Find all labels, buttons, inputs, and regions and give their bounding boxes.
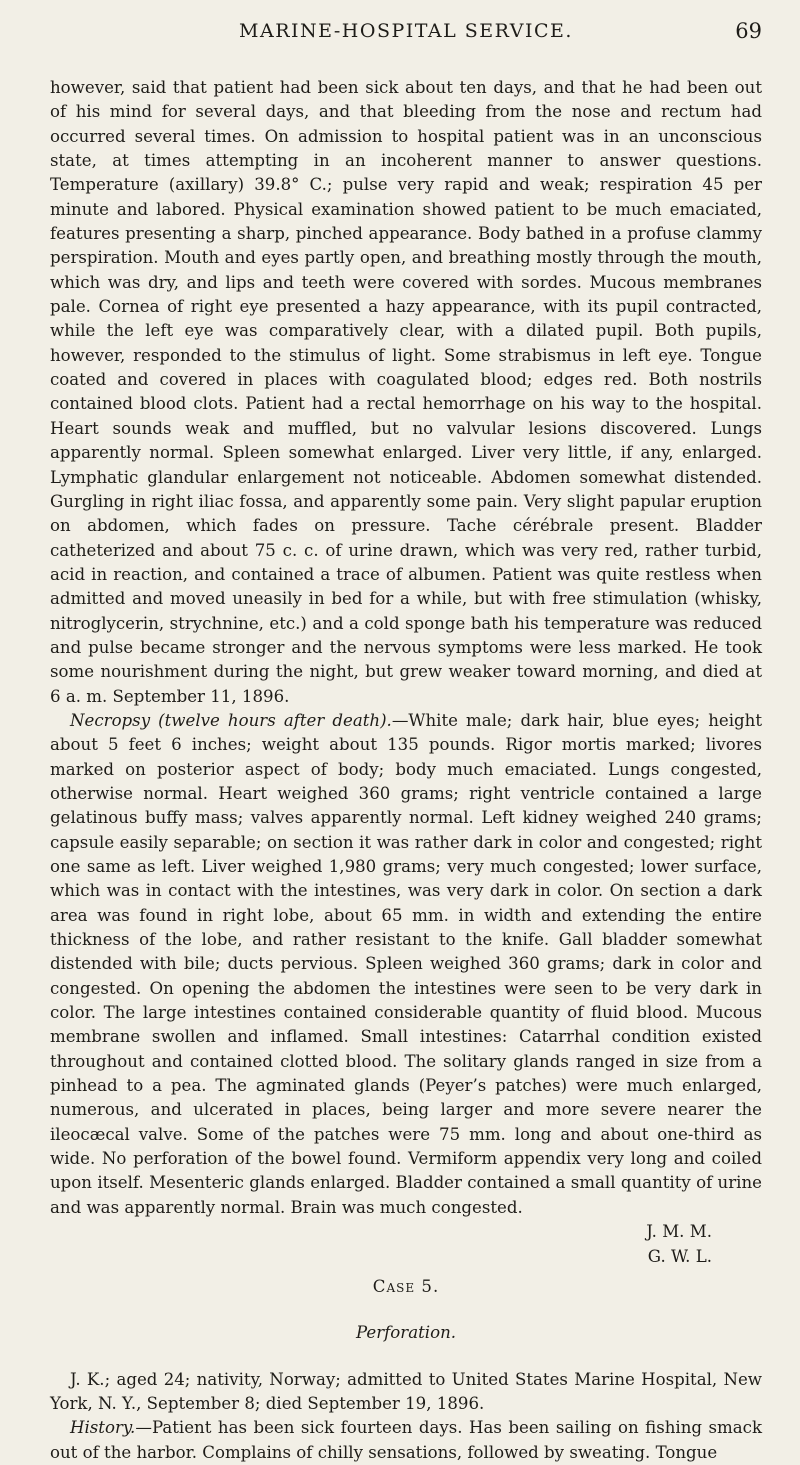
signature-initials-2: G. W. L. [647, 1246, 712, 1266]
running-title: MARINE-HOSPITAL SERVICE. [239, 20, 573, 42]
page-number: 69 [735, 19, 762, 43]
signature-block [50, 1220, 762, 1269]
necropsy-label: Necropsy (twelve hours after death). [70, 710, 392, 730]
case5-history-paragraph [50, 1416, 762, 1465]
case-subheading: Perforation. [355, 1323, 457, 1343]
case-heading: Case 5. [372, 1276, 440, 1296]
case4-history-paragraph: however, said that patient had been sick about ten days, and that he had been out of his mind for several days, and that bleeding from the nose and rectum had occurred several times. On admission to hospital patient was in an unconscious state, at times attempting in an incoherent manner to answer questions. Temperature (axillary) 39.8° C.; pulse very rapid and weak; respiration 45 per minute and labored. Physical examination showed patient to be much emaciated, features presenting a sharp, pinched appearance. Body bathed in a profuse clammy perspiration. Mouth and eyes partly open, and breathing mostly through the mouth, which was dry, and lips and teeth were covered with sordes. Mucous membranes pale. Cornea of right eye presented a hazy appearance, with its pupil contracted, while the left eye was comparatively clear, with a dilated pupil. Both pupils, however, responded to the stimulus of light. Some strabismus in left eye. Tongue coated and covered in places with coagulated blood; edges red. Both nostrils contained blood clots. Patient had a rectal hemorrhage on his way to the hospital. Heart sounds weak and muffled, but no valvular lesions discovered. Lungs apparently normal. Spleen somewhat enlarged. Liver very little, if any, enlarged. Lymphatic glandular enlargement not noticeable. Abdomen somewhat distended. Gurgling in right iliac fossa, and apparently some pain. Very slight papular eruption on abdomen, which fades on pressure. Tache cérébrale present. Bladder catheterized and about 75 c. c. of urine drawn, which was very red, rather turbid, acid in reaction, and contained a trace of albumen. Patient was quite restless when admitted and moved uneasily in bed for a while, but with free stimulation (whisky, nitroglycerin, strychnine, etc.) and a cold sponge bath his temperature was reduced and pulse became stronger and the nervous symptoms were less marked. He took some nourishment during the night, but grew weaker toward morning, and died at 6 a. m. September 11, 1896. [50, 78, 762, 706]
body-text [50, 76, 762, 1465]
signature-initials-1: J. M. M. [646, 1222, 712, 1242]
history-text: —Patient has been sick fourteen days. Has been sailing on fishing smack out of the harbor. Complains of chilly sensations, followed by sweating. Tongue [50, 1418, 762, 1462]
case5-intro-paragraph: J. K.; aged 24; nativity, Norway; admitted to United States Marine Hospital, New York, N. Y., September 8; died September 19, 1896. [50, 1369, 762, 1413]
running-head [50, 0, 762, 54]
history-label: History. [70, 1418, 136, 1438]
necropsy-paragraph [50, 709, 762, 1220]
necropsy-text: —White male; dark hair, blue eyes; height about 5 feet 6 inches; weight about 135 pounds. Rigor mortis marked; livores marked on posterior aspect of body; body much emaciated. Lungs congested, otherwise normal. Heart weighed 360 grams; right ventricle contained a large gelatinous buffy mass; valves apparently normal. Left kidney weighed 240 grams; capsule easily separable; on section it was rather dark in color and congested; right one same as left. Liver weighed 1,980 grams; very much congested; lower surface, which was in contact with the intestines, was very dark in color. On section a dark area was found in right lobe, about 65 mm. in width and extending the entire thickness of the lobe, and rather resistant to the knife. Gall bladder somewhat distended with bile; ducts pervious. Spleen weighed 360 grams; dark in color and congested. On opening the abdomen the intestines were seen to be very dark in color. The large intestines contained considerable quantity of fluid blood. Mucous membrane swollen and inflamed. Small intestines: Catarrhal condition existed throughout and contained clotted blood. The solitary glands ranged in size from a pinhead to a pea. The agminated glands (Peyer’s patches) were much enlarged, numerous, and ulcerated in places, being larger and more severe nearer the ileocæcal valve. Some of the patches were 75 mm. long and about one-third as wide. No perforation of the bowel found. Vermiform appendix very long and coiled upon itself. Mesenteric glands enlarged. Bladder contained a small quantity of urine and was apparently normal. Brain was much congested. [50, 710, 762, 1217]
